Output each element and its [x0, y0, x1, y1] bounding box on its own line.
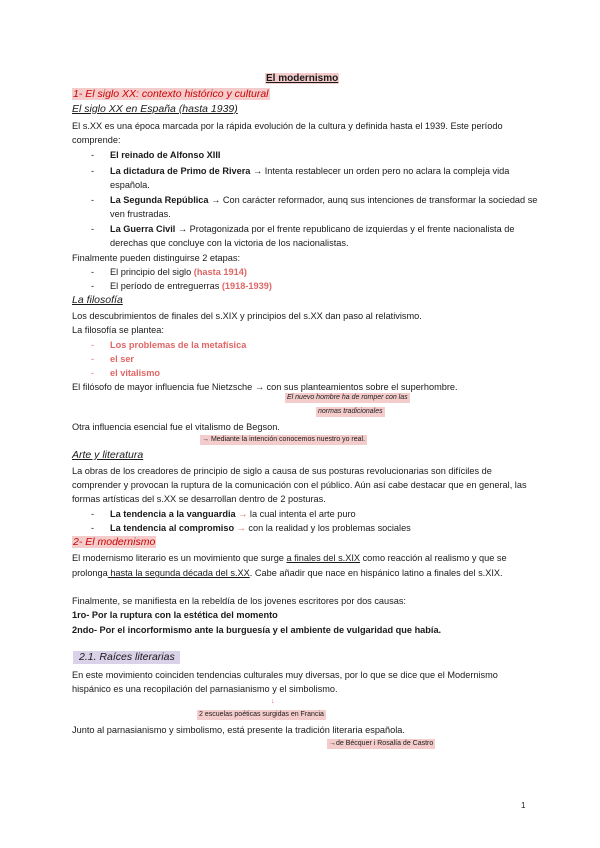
- bergson-line: Otra influencia esencial fue el vitalismo de Begson.: [72, 422, 280, 432]
- nietzsche-line: El filósofo de mayor influencia fue Nietzsche → con sus planteamientos sobre el superhombre.: [72, 382, 458, 392]
- stages-intro: Finalmente pueden distinguirse 2 etapas:: [72, 253, 241, 263]
- list-dash: -: [91, 281, 95, 291]
- philosophy-heading: La filosofía: [72, 294, 123, 306]
- arrow-down-icon: ↓: [271, 698, 275, 705]
- document-title: El modernismo: [266, 73, 339, 84]
- roots-heading: 2.1. Raíces literarias: [73, 651, 180, 664]
- art-line-2: comprender y provocan la ruptura de la comunicación con el público. Aún así cabe destacar que en general, las: [72, 480, 527, 490]
- tradition-line: Junto al parnasianismo y simbolismo, está presente la tradición literaria española.: [72, 725, 405, 735]
- intro-line-2: comprende:: [72, 135, 121, 145]
- modernism-line-2: prolonga hasta la segunda década del s.XX. Cabe añadir que nace en hispánico latino a finales del s.XIX.: [72, 568, 503, 578]
- list-dash: -: [91, 195, 95, 205]
- philosophy-line-1: Los descubrimientos de finales del s.XIX y principios del s.XX dan paso al relativismo.: [72, 311, 422, 321]
- list-item: La Segunda República → Con carácter reformador, aunq sus intenciones de transformar la sociedad se: [110, 195, 538, 205]
- list-dash: -: [91, 340, 95, 350]
- list-dash: -: [91, 150, 95, 160]
- art-heading: Arte y literatura: [72, 449, 144, 461]
- philosophy-line-2: La filosofía se plantea:: [72, 325, 164, 335]
- list-item: La tendencia al compromiso → con la realidad y los problemas sociales: [110, 523, 411, 533]
- list-item: el vitalismo: [110, 368, 161, 378]
- rebellion-line: Finalmente, se manifiesta en la rebeldía de los jovenes escritores por dos causas:: [72, 596, 406, 606]
- note-schools: 2 escuelas poéticas surgidas en Francia: [199, 711, 324, 718]
- list-item: Los problemas de la metafísica: [110, 340, 247, 350]
- roots-line-2: hispánico es una recopilación del parnasianismo y el simbolismo.: [72, 684, 338, 694]
- list-item: La dictadura de Primo de Rivera → Intenta restablecer un orden pero no aclara la compleja vida: [110, 166, 510, 176]
- cause-2: 2ndo- Por el incorformismo ante la burguesía y el ambiente de vulgaridad que había.: [72, 625, 442, 635]
- note-bergson: → Mediante la intención conocemos nuestro yo real.: [202, 436, 366, 443]
- modernism-line-1: El modernismo literario es un movimiento que surge a finales del s.XIX como reacción al realismo y que se: [72, 553, 507, 563]
- section-2-heading: 2- El modernismo: [73, 536, 156, 548]
- list-item: La tendencia a la vanguardia → la cual intenta el arte puro: [110, 509, 356, 519]
- intro-line-1: El s.XX es una época marcada por la rápida evolución de la cultura y definida hasta el 1939. Este período: [72, 121, 503, 131]
- page-number: 1: [521, 801, 526, 810]
- art-line-1: La obras de los creadores de principio de siglo a causa de sus posturas revolucionarias son difíciles de: [72, 466, 492, 476]
- roots-line-1: En este movimiento coinciden tendencias culturales muy diversas, por lo que se dice que el Modernismo: [72, 670, 498, 680]
- list-item: el ser: [110, 354, 135, 364]
- list-item: El reinado de Alfonso XIII: [110, 150, 221, 160]
- note-superman-1: El nuevo hombre ha de romper con las: [287, 394, 408, 401]
- note-tradition: →de Bécquer i Rosalía de Castro: [329, 740, 434, 747]
- art-line-3: formas artísticas del s.XX se desarrollan dentro de 2 posturas.: [72, 494, 326, 504]
- list-item: El principio del siglo (hasta 1914): [110, 267, 247, 277]
- list-dash: -: [91, 224, 95, 234]
- list-item: El período de entreguerras (1918-1939): [110, 281, 272, 291]
- list-dash: -: [91, 267, 95, 277]
- list-dash: -: [91, 509, 95, 519]
- list-item-continuation: española.: [110, 180, 150, 190]
- spain-subheading: El siglo XX en España (hasta 1939): [72, 103, 238, 115]
- section-1-heading: 1- El siglo XX: contexto histórico y cultural: [73, 88, 269, 100]
- cause-1: 1ro- Por la ruptura con la estética del momento: [72, 610, 278, 620]
- list-dash: -: [91, 354, 95, 364]
- list-dash: -: [91, 368, 95, 378]
- note-superman-2: normas tradicionales: [318, 408, 383, 415]
- list-item-continuation: derechas que concluye con la victoria de los nacionalistas.: [110, 238, 349, 248]
- list-item-continuation: ven frustradas.: [110, 209, 171, 219]
- list-dash: -: [91, 166, 95, 176]
- list-item: La Guerra Civil → Protagonizada por el frente republicano de izquierdas y el frente nacionalista de: [110, 224, 515, 234]
- list-dash: -: [91, 523, 95, 533]
